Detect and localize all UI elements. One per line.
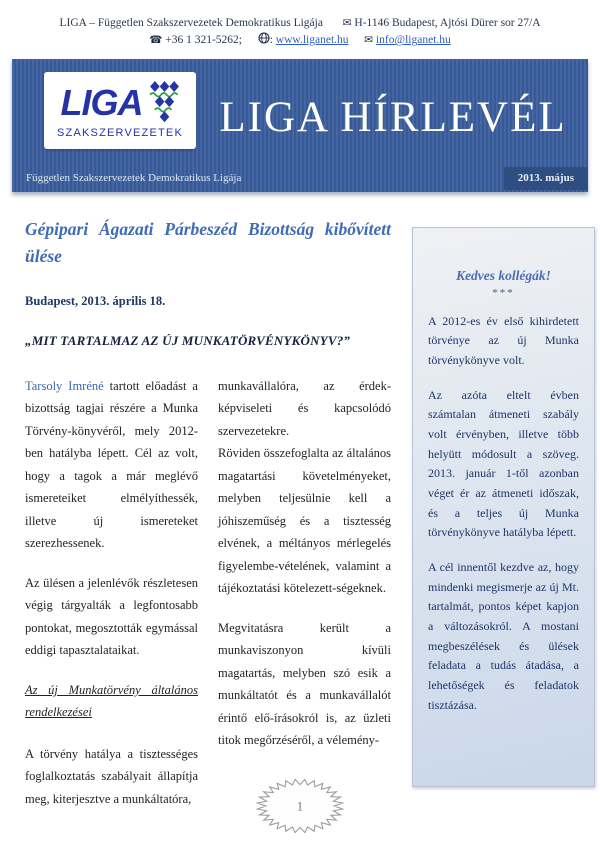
article-area — [25, 216, 391, 828]
article-subtitle: „MIT TARTALMAZ AZ ÚJ MUNKATÖRVÉNYKÖNYV?” — [25, 332, 351, 348]
contact-header — [0, 0, 600, 50]
paragraph: Röviden összefoglalta az általános magatartási követelményeket, melyben teljesülnie kell a jóhiszeműség és a tisztesség elvének, a méltányos mérlegelés figyelembe-vételének, valamint a tájékoztatási kötelezett-ségeknek. — [218, 446, 391, 596]
paragraph: munkavállalóra, az érdek-képviseleti és kapcsolódó szervezetekre. — [218, 378, 391, 438]
phone-number: +36 1 321-5262; — [165, 34, 242, 47]
liga-logo-word: LIGA — [60, 82, 143, 123]
sidebar-callout — [412, 227, 595, 787]
article-column-2 — [218, 375, 391, 828]
paragraph — [25, 375, 198, 555]
paragraph: Megvitatásra került a munkaviszonyon kívüli magatartás, melyben szó esik a munkáltatót és a munkavállalót érintő elő-írásokról is, az üzleti titok megőrzéséről, a vélemény- — [218, 620, 391, 748]
paragraph-text: tartott előadást a bizottság tagjai részére a Munka Törvény-könyvéről, mely 2012-ben hatályba lépett. Cél az volt, hogy a tagok a már meglévő ismereteiket elmélyíthessék, illetve új ismereteket szerezhessenek. — [25, 378, 198, 551]
article-columns — [25, 375, 391, 828]
email-link[interactable]: info@liganet.hu — [375, 34, 451, 47]
person-name: Tarsoly Imréné — [25, 378, 104, 393]
section-heading: Az új Munkatörvény általános rendelkezései — [25, 682, 198, 720]
main-content — [25, 216, 595, 828]
article-dateline: Budapest, 2013. április 18. — [25, 293, 166, 308]
sidebar-paragraph: A 2012-es év első kihirdetett törvénye az új Munka törvénykönyve volt. — [428, 313, 579, 367]
sidebar-paragraph: Az azóta eltelt évben számtalan átmeneti szabály volt érvényben, illetve több helyütt módosult a szöveg. 2013. január 1-től azonban véget ér az átmeneti időszak, és a teljes új Munka törvénykönyve hatályba lépett. — [428, 387, 579, 540]
issue-date-badge: 2013. május — [504, 167, 588, 190]
stars-divider: *** — [492, 286, 515, 299]
globe-colon: : — [269, 34, 273, 47]
postal-address: H-1146 Budapest, Ajtósi Dürer sor 27/A — [354, 17, 541, 29]
phone-icon: ☎ — [149, 34, 163, 47]
page-number-starburst — [255, 777, 345, 835]
paragraph: A törvény hatálya a tisztességes foglalkoztatás szabályait állapítja meg, kiterjesztve a munkáltatóra, — [25, 746, 198, 806]
grape-bunch-icon — [149, 81, 180, 125]
article-column-1 — [25, 375, 198, 828]
newsletter-title: LIGA HÍRLEVÉL — [219, 93, 567, 141]
banner-strip — [12, 165, 588, 192]
sidebar-paragraph: A cél innentől kezdve az, hogy mindenki megismerje az új Mt. tartalmát, pontos képet kapjon a változásokról. A mostani megbeszélések és ülések feladata a tudás átadása, a lehetőségek és feladatok tisztázása. — [428, 559, 579, 712]
liga-logo-subtext: SZAKSZERVEZETEK — [57, 127, 183, 139]
contact-line-1 — [0, 15, 600, 32]
sidebar-greeting: Kedves kollégák! — [456, 267, 551, 283]
liga-logo — [44, 72, 196, 149]
banner-strip-org: Független Szakszervezetek Demokratikus Ligája — [26, 172, 242, 184]
liga-logo-top — [61, 81, 180, 125]
org-name: LIGA – Független Szakszervezetek Demokratikus Ligája — [59, 17, 323, 29]
paragraph: Az ülésen a jelenlévők részletesen végig tárgyalták a legfontosabb pontokat, megosztották egymással eddigi tapasztalataikat. — [25, 575, 198, 658]
contact-line-2 — [0, 32, 600, 49]
website-link[interactable]: www.liganet.hu — [275, 34, 349, 47]
page-footer — [255, 777, 345, 840]
page-number: 1 — [296, 799, 304, 814]
globe-icon — [258, 32, 270, 44]
masthead-banner — [12, 59, 588, 192]
email-icon: ✉ — [364, 34, 374, 47]
envelope-icon: ✉ — [342, 17, 352, 29]
article-title: Gépipari Ágazati Párbeszéd Bizottság kibővített ülése — [25, 218, 391, 266]
